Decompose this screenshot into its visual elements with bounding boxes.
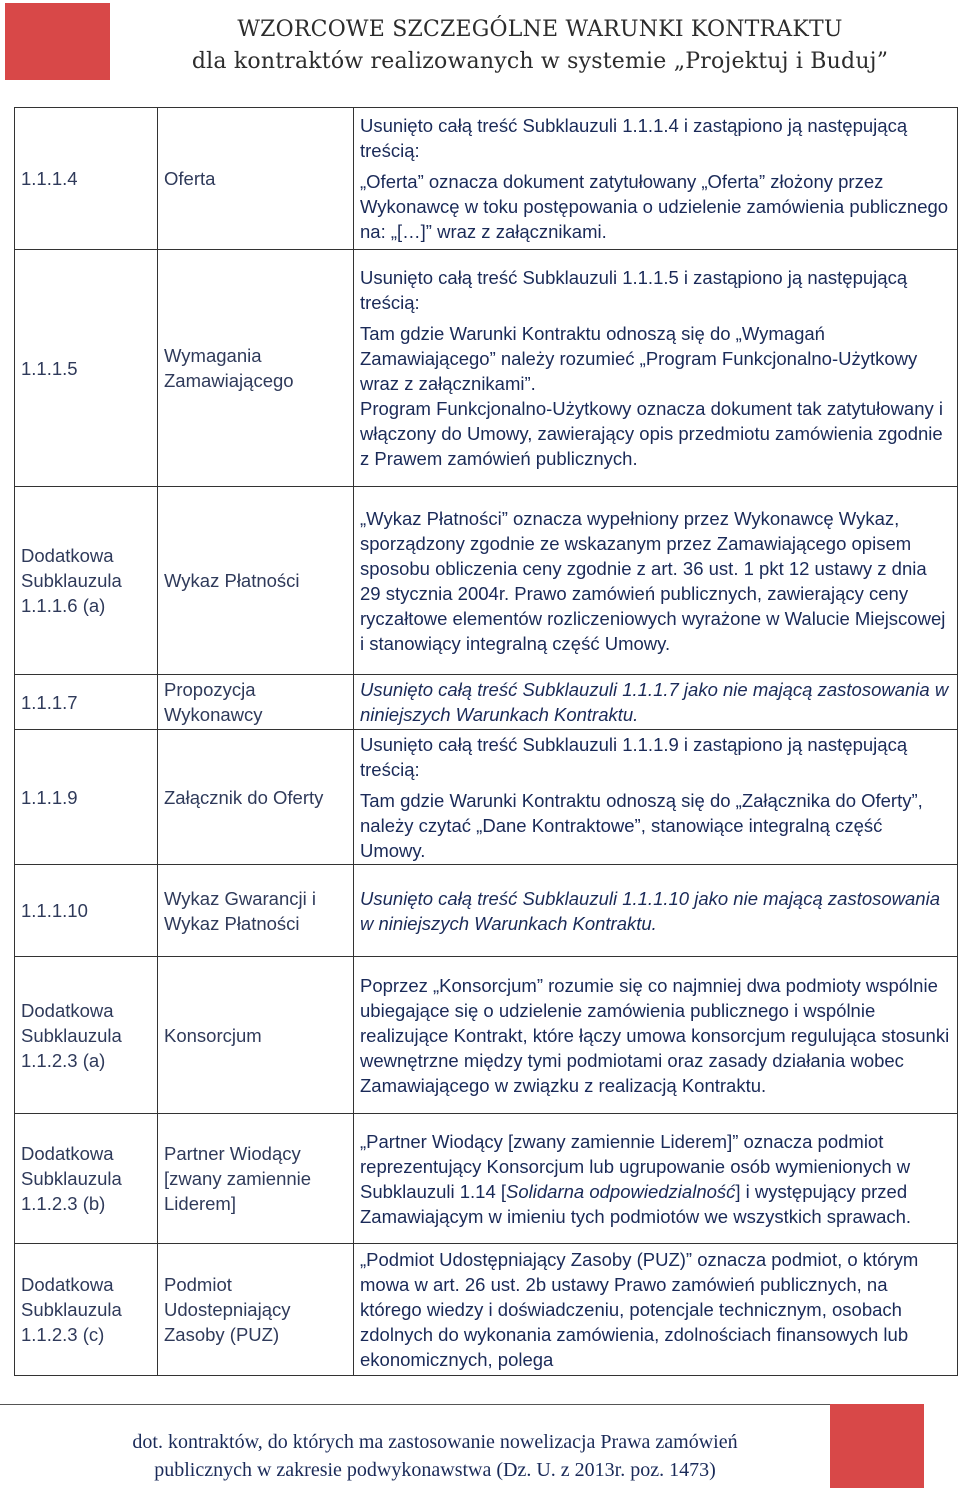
clause-number: 1.1.1.9: [15, 730, 158, 865]
clause-content: [354, 1244, 958, 1376]
clause-content: [354, 957, 958, 1114]
clause-term: Konsorcjum: [158, 957, 354, 1114]
clause-number: 1.1.1.4: [15, 108, 158, 250]
clause-paragraph: Tam gdzie Warunki Kontraktu odnoszą się do „Załącznika do Oferty”, należy czytać „Dane Kontraktowe”, stanowiące integralną część Umowy.: [360, 789, 923, 861]
clause-paragraph: Usunięto całą treść Subklauzuli 1.1.1.9 i zastąpiono ją następującą treścią:: [360, 733, 908, 780]
footer-line-2: publicznych w zakresie podwykonawstwa (Dz. U. z 2013r. poz. 1473): [154, 1459, 716, 1481]
clause-content: [354, 675, 958, 730]
clause-title-reference: Solidarna odpowiedzialność: [506, 1180, 736, 1202]
footer-divider: [0, 1404, 830, 1405]
clause-paragraph: Usunięto całą treść Subklauzuli 1.1.1.7 jako nie mającą zastosowania w niniejszych Warunkach Kontraktu.: [360, 679, 949, 725]
clause-paragraph: „Podmiot Udostępniający Zasoby (PUZ)” oznacza podmiot, o którym mowa w art. 26 ust. 2b ustawy Prawo zamówień publicznych, na którego wiedzy i doświadczeniu, potencjale technicznym, osobach zdolnych do wykonania zamówienia, zdolnościach finansowych lub ekonomicznych, polega: [360, 1249, 919, 1370]
clause-number: 1.1.1.7: [15, 675, 158, 730]
table-row: [15, 957, 958, 1114]
clause-content: [354, 1114, 958, 1244]
clause-number: 1.1.1.5: [15, 250, 158, 487]
clause-number: Dodatkowa Subklauzula 1.1.2.3 (a): [15, 957, 158, 1114]
clause-term: Propozycja Wykonawcy: [158, 675, 354, 730]
clause-paragraph: Usunięto całą treść Subklauzuli 1.1.1.4 i zastąpiono ją następującą treścią:: [360, 115, 908, 161]
clause-paragraph: Poprzez „Konsorcjum” rozumie się co najmniej dwa podmioty wspólnie ubiegające się o udzielenie zamówienia publicznego i wspólnie realizujące Kontrakt, które łączy umowa konsorcjum regulująca stosunki wewnętrzne między tymi podmiotami oraz zasady działania wobec Zamawiającego w związku z realizacją Kontraktu.: [360, 974, 950, 1096]
clause-text: ] i występujący przed Zamawiającym w imieniu tych podmiotów we wszystkich sprawach.: [360, 1180, 912, 1227]
clause-content: [354, 108, 958, 250]
clause-paragraph: Usunięto całą treść Subklauzuli 1.1.1.10 jako nie mającą zastosowania w niniejszych Warunkach Kontraktu.: [360, 887, 940, 934]
clause-paragraph: „Oferta” oznacza dokument zatytułowany „Oferta” złożony przez Wykonawcę w toku postępowania o udzielenie zamówienia publicznego na: „[…]” wraz z załącznikami.: [360, 171, 949, 242]
clause-paragraph: „Wykaz Płatności” oznacza wypełniony przez Wykonawcę Wykaz, sporządzony zgodnie ze wskazanym przez Zamawiającego opisem sposobu obliczenia ceny zgodnie z art. 36 ust. 1 pkt 12 ustawy z dnia 29 stycznia 2004r. Prawo zamówień publicznych, zawierający ceny ryczałtowe elementów rozliczeniowych wyrażone w Walucie Miejscowej i stanowiący integralną część Umowy.: [360, 507, 946, 654]
page-footer: [40, 1428, 830, 1484]
table-row: [15, 1244, 958, 1376]
clause-term: Wykaz Gwarancji i Wykaz Płatności: [158, 865, 354, 957]
table-row: [15, 250, 958, 487]
table-row: [15, 730, 958, 865]
clause-content: [354, 865, 958, 957]
clause-number: 1.1.1.10: [15, 865, 158, 957]
clause-paragraph: Tam gdzie Warunki Kontraktu odnoszą się do „Wymagań Zamawiającego” należy rozumieć „Program Funkcjonalno-Użytkowy wraz z załącznikami”. Program Funkcjonalno-Użytkowy oznacza dokument tak zatytułowany i włączony do Umowy, zawierający opis przedmiotu zamówienia zgodnie z Prawem zamówień publicznych.: [360, 323, 944, 469]
clause-term: Podmiot Udostepniający Zasoby (PUZ): [158, 1244, 354, 1376]
clause-paragraph: Usunięto całą treść Subklauzuli 1.1.1.5 i zastąpiono ją następującą treścią:: [360, 267, 908, 313]
clause-number: Dodatkowa Subklauzula 1.1.1.6 (a): [15, 487, 158, 675]
clause-content: [354, 250, 958, 487]
clause-term: Wykaz Płatności: [158, 487, 354, 675]
table-row: [15, 675, 958, 730]
clause-term: Oferta: [158, 108, 354, 250]
clause-content: [354, 487, 958, 675]
footer-logo-square: [830, 1404, 924, 1488]
table-row: [15, 1114, 958, 1244]
clause-term: Wymagania Zamawiającego: [158, 250, 354, 487]
clause-number: Dodatkowa Subklauzula 1.1.2.3 (c): [15, 1244, 158, 1376]
clause-content: [354, 730, 958, 865]
footer-line-1: dot. kontraktów, do których ma zastosowanie nowelizacja Prawa zamówień: [132, 1431, 738, 1453]
definitions-table: [14, 107, 958, 1376]
table-row: [15, 865, 958, 957]
table-row: [15, 487, 958, 675]
page-header: [120, 14, 960, 78]
header-title: WZORCOWE SZCZEGÓLNE WARUNKI KONTRAKTU: [237, 17, 843, 42]
header-logo-square: [5, 3, 110, 80]
clause-term: Partner Wiodący [zwany zamiennie Liderem]: [158, 1114, 354, 1244]
clause-term: Załącznik do Oferty: [158, 730, 354, 865]
clause-text: „Partner Wiodący [zwany zamiennie Liderem]” oznacza podmiot reprezentujący Konsorcjum lub ugrupowanie osób wymienionych w Subklauzuli 1.14 [: [360, 1130, 911, 1202]
clause-paragraph: [360, 1129, 951, 1229]
header-subtitle: dla kontraktów realizowanych w systemie „Projektuj i Buduj”: [191, 49, 889, 74]
table-row: [15, 108, 958, 250]
clause-number: Dodatkowa Subklauzula 1.1.2.3 (b): [15, 1114, 158, 1244]
